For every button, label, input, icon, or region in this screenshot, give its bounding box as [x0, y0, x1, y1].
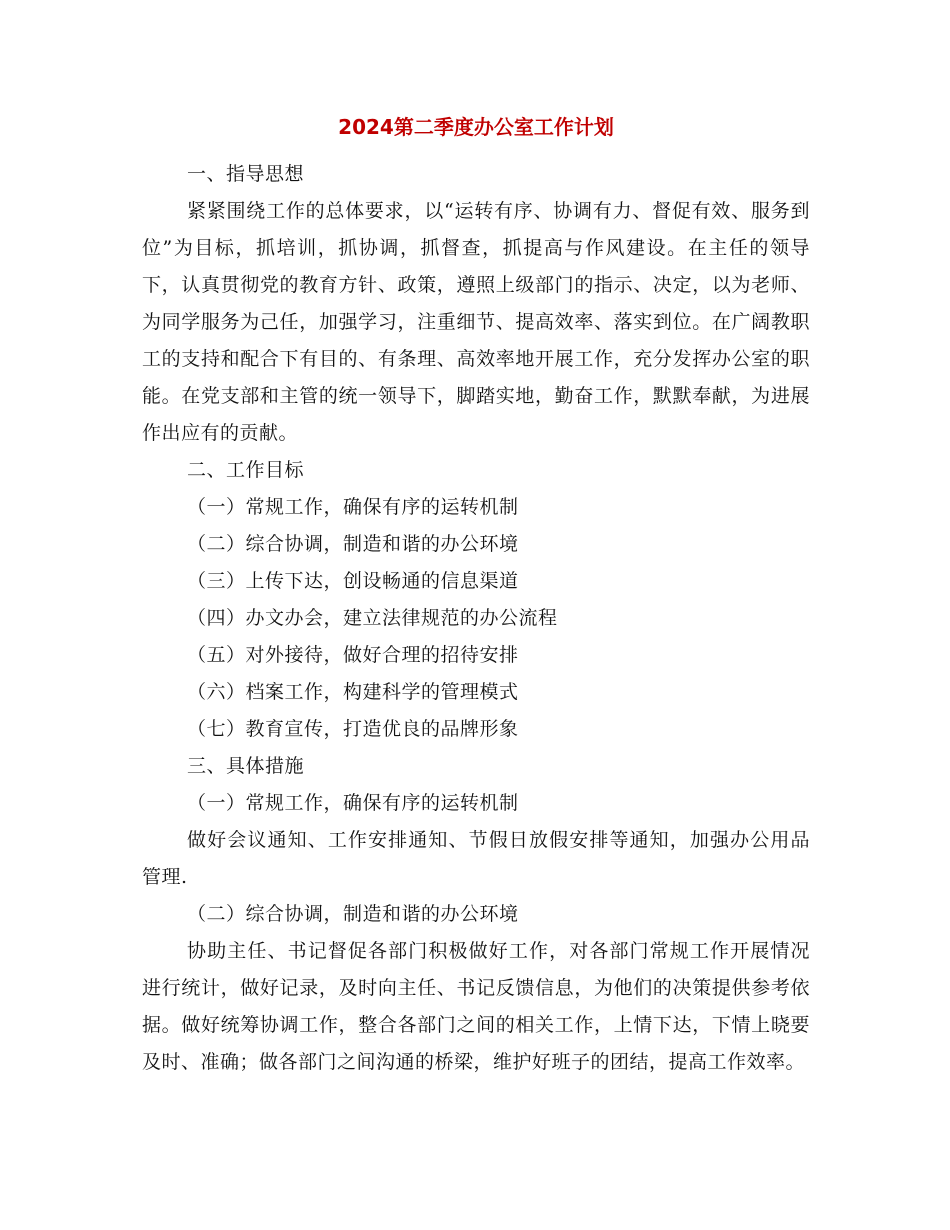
document-body	[142, 112, 810, 1081]
goal-item: （四）办文办会，建立法律规范的办公流程	[187, 607, 558, 629]
section-heading-guiding-ideology: 一、指导思想	[187, 163, 305, 185]
goal-item: （三）上传下达，创设畅通的信息渠道	[187, 570, 519, 592]
goal-item: （六）档案工作，构建科学的管理模式	[187, 681, 519, 703]
goal-item: （一）常规工作，确保有序的运转机制	[187, 496, 519, 518]
measure-subheading-coordination: （二）综合协调，制造和谐的办公环境	[187, 903, 519, 925]
goal-item: （五）对外接待，做好合理的招待安排	[187, 644, 519, 666]
measure-body-routine-work: 做好会议通知、工作安排通知、节假日放假安排等通知，加强办公用品管理.	[142, 829, 810, 888]
goal-item: （七）教育宣传，打造优良的品牌形象	[187, 718, 519, 740]
section-heading-work-goals: 二、工作目标	[187, 459, 305, 481]
goal-item: （二）综合协调，制造和谐的办公环境	[187, 533, 519, 555]
measure-body-coordination: 协助主任、书记督促各部门积极做好工作，对各部门常规工作开展情况进行统计，做好记录，及时向主任、书记反馈信息，为他们的决策提供参考依据。做好统筹协调工作，整合各部门之间的相关工作，上情下达，下情上晓要及时、准确；做各部门之间沟通的桥梁，维护好班子的团结，提高工作效率。	[142, 940, 810, 1073]
section-heading-specific-measures: 三、具体措施	[187, 755, 305, 777]
document-title: 2024第二季度办公室工作计划	[338, 115, 614, 139]
measure-subheading-routine-work: （一）常规工作，确保有序的运转机制	[187, 792, 519, 814]
section-body-guiding-ideology: 紧紧围绕工作的总体要求，以“运转有序、协调有力、督促有效、服务到位”为目标，抓培训，抓协调，抓督查，抓提高与作风建设。在主任的领导下，认真贯彻党的教育方针、政策，遵照上级部门的指示、决定，以为老师、为同学服务为己任，加强学习，注重细节、提高效率、落实到位。在广阔教职工的支持和配合下有目的、有条理、高效率地开展工作，充分发挥办公室的职能。在党支部和主管的统一领导下，脚踏实地，勤奋工作，默默奉献，为进展作出应有的贡献。	[142, 200, 810, 444]
